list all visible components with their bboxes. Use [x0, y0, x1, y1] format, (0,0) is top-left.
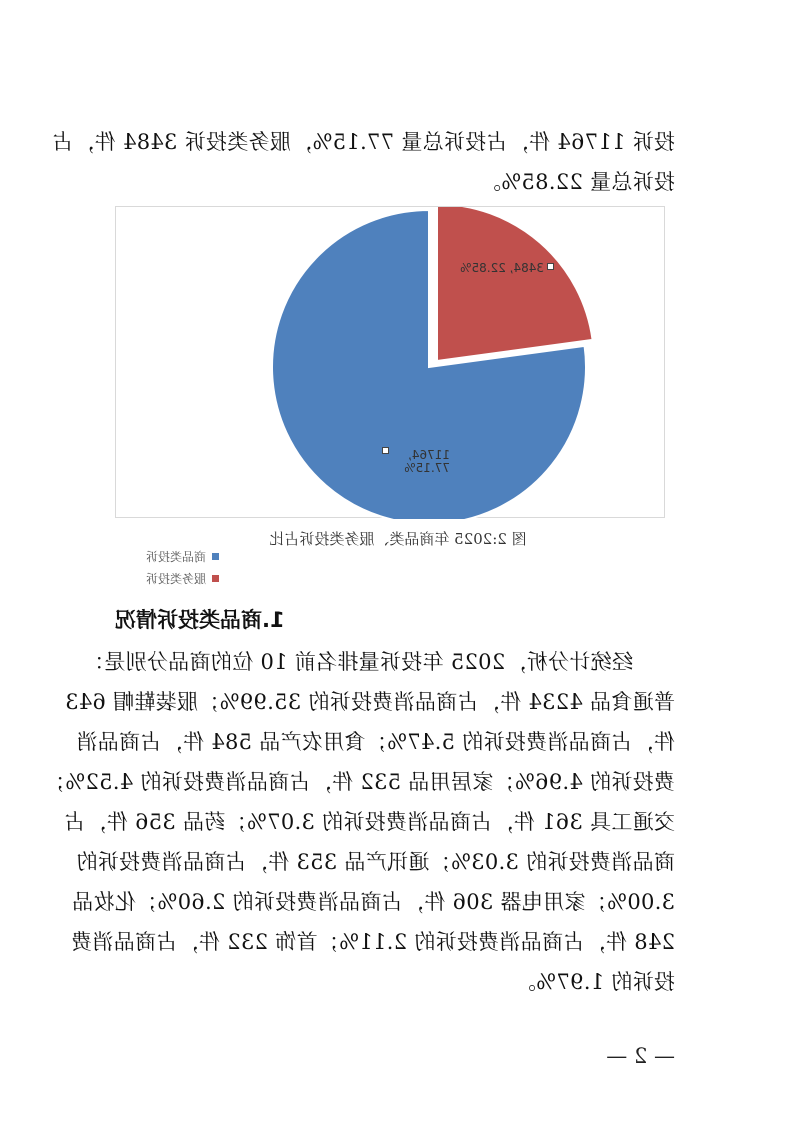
body-line-8: 248 件，占商品消费投诉的 2.11%；首饰 232 件，占商品消费 — [70, 930, 675, 954]
legend-label-goods: 商品类投诉 — [145, 549, 206, 564]
figure-caption: 图 2:2025 年商品类、服务类投诉占比 — [269, 530, 527, 548]
legend-swatch-services — [212, 575, 219, 582]
body-line-4: 费投诉的 4.96%；家居用品 532 件，占商品消费投诉的 4.52%； — [43, 770, 675, 794]
legend-swatch-goods — [212, 553, 219, 560]
body-line-5: 交通工具 361 件，占商品消费投诉的 3.07%；药品 356 件，占 — [63, 810, 675, 834]
body-line-6: 商品消费投诉的 3.03%；通讯产品 353 件，占商品消费投诉的 — [76, 850, 675, 874]
legend-item-goods — [146, 545, 219, 567]
chart-legend — [146, 545, 219, 589]
body-line-2: 普通食品 4234 件，占商品消费投诉的 35.99%；服装鞋帽 643 — [64, 690, 675, 714]
pie-chart-svg — [114, 207, 664, 519]
legend-label-services: 服务类投诉 — [145, 571, 206, 586]
section-heading: 1.商品类投诉情况 — [115, 608, 285, 632]
data-label-marker-services — [547, 263, 554, 270]
body-line-3: 件，占商品消费投诉的 5.47%；食用农产品 584 件，占商品消 — [76, 730, 675, 754]
body-line-9: 投诉的 1.97%。 — [514, 970, 675, 994]
intro-line-2: 投诉总量 22.85%。 — [479, 170, 675, 194]
body-line-7: 3.00%；家用电器 306 件，占商品消费投诉的 2.60%；化妆品 — [71, 890, 675, 914]
data-label-marker-goods — [382, 447, 389, 454]
intro-line-1: 投诉 11764 件，占投诉总量 77.15%，服务类投诉 3484 件，占 — [51, 130, 675, 154]
page-number: — 2 — — [606, 1044, 675, 1068]
data-label-goods: 11764, 77.15% — [404, 448, 450, 475]
data-label-services: 3484, 22.85% — [460, 261, 544, 275]
legend-item-services — [146, 567, 219, 589]
body-line-1: 经统计分析，2025 年投诉量排名前 10 位的商品分别是： — [82, 650, 633, 674]
pie-slice-services — [437, 207, 593, 361]
